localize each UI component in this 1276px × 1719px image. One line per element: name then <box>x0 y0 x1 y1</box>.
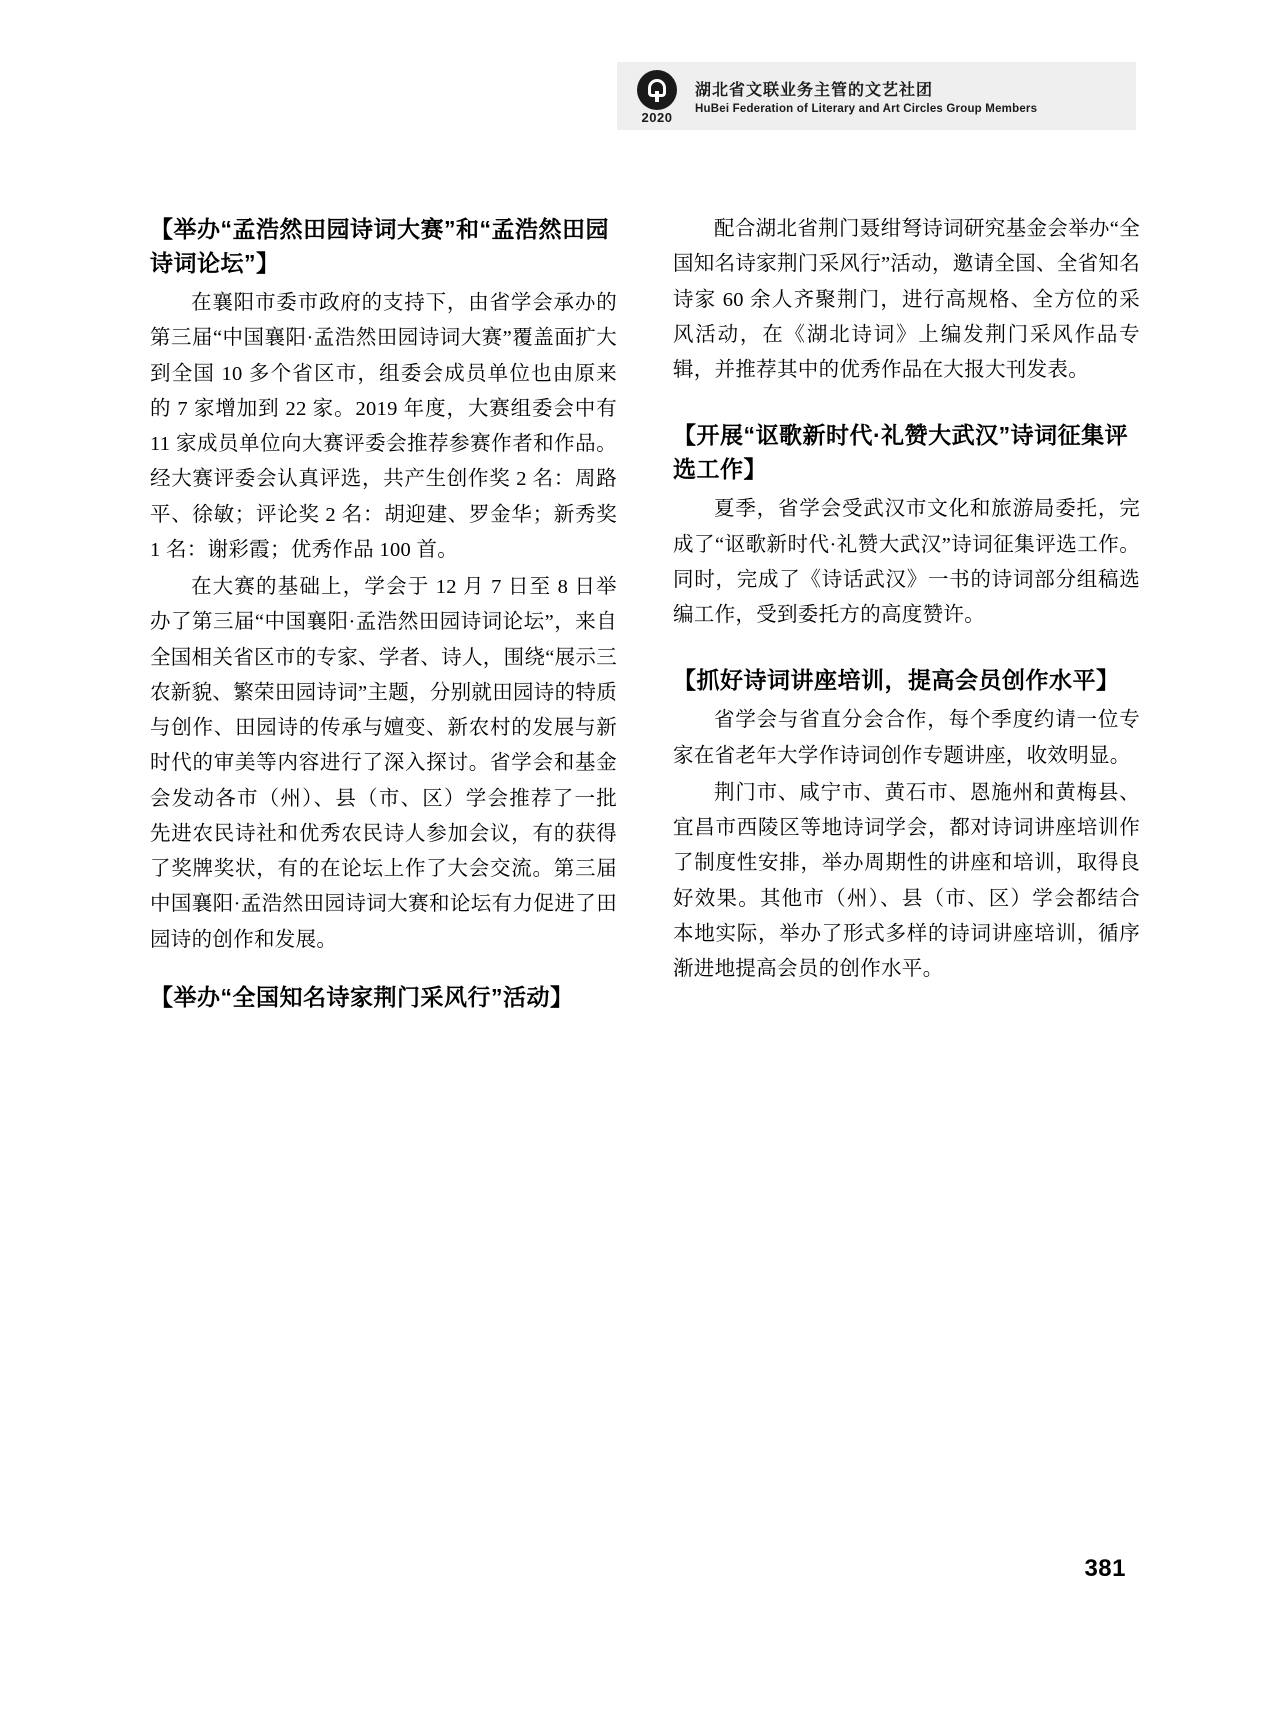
paragraph: 荆门市、咸宁市、黄石市、恩施州和黄梅县、宜昌市西陵区等地诗词学会，都对诗词讲座培训作了制度性安排，举办周期性的讲座和培训，取得良好效果。其他市（州）、县（市、区）学会都结合本地实际，举办了形式多样的诗词讲座培训，循序渐进地提高会员的创作水平。 <box>673 781 1140 981</box>
paragraph: 在大赛的基础上，学会于 12 月 7 日至 8 日举办了第三届“中国襄阳·孟浩然田园诗词论坛”，来自全国相关省区市的专家、学者、诗人，围绕“展示三农新貌、繁荣田园诗词”主题，分别就田园诗的特质与创作、田园诗的传承与嬗变、新农村的发展与新时代的审美等内容进行了深入探讨。省学会和基金会发动各市（州）、县（市、区）学会推荐了一批先进农民诗社和优秀农民诗人参加会议，有的获得了奖牌奖状，有的在论坛上作了大会交流。第三届中国襄阳·孟浩然田园诗词大赛和论坛有力促进了田园诗的创作和发展。 <box>150 576 617 951</box>
logo-mark <box>637 70 677 110</box>
header-title-en: HuBei Federation of Literary and Art Circles Group Members <box>695 103 1038 115</box>
paragraph: 夏季，省学会受武汉市文化和旅游局委托，完成了“讴歌新时代·礼赞大武汉”诗词征集评选工作。同时，完成了《诗话武汉》一书的诗词部分组稿选编工作，受到委托方的高度赞许。 <box>673 498 1140 627</box>
page-number: 381 <box>1084 1555 1126 1582</box>
page-body <box>150 212 1140 1020</box>
left-column <box>150 212 617 1020</box>
broadcast-tower-logo-icon <box>631 70 683 125</box>
page-header-band <box>617 62 1136 130</box>
right-column <box>673 212 1140 1020</box>
paragraph: 在襄阳市委市政府的支持下，由省学会承办的第三届“中国襄阳·孟浩然田园诗词大赛”覆盖面扩大到全国 10 多个省区市，组委会成员单位也由原来的 7 家增加到 22 家。2019 年度，大赛组委会中有 11 家成员单位向大赛评委会推荐参赛作者和作品。经大赛评委会认真评选，共产生创作奖 2 名：周路平、徐敏；评论奖 2 名：胡迎建、罗金华；新秀奖 1 名：谢彩霞；优秀作品 100 首。 <box>150 292 617 561</box>
section-heading-shi-ci-da-sai: 【举办“孟浩然田园诗词大赛”和“孟浩然田园诗词论坛”】 <box>150 216 609 277</box>
section-heading-ou-ge-xin-shi-dai: 【开展“讴歌新时代·礼赞大武汉”诗词征集评选工作】 <box>673 422 1129 483</box>
section-heading-cai-feng-xing: 【举办“全国知名诗家荆门采风行”活动】 <box>150 983 574 1010</box>
header-title-cn: 湖北省文联业务主管的文艺社团 <box>695 82 934 99</box>
paragraph: 配合湖北省荆门聂绀弩诗词研究基金会举办“全国知名诗家荆门采风行”活动，邀请全国、全省知名诗家 60 余人齐聚荆门，进行高规格、全方位的采风活动，在《湖北诗词》上编发荆门采风作品专辑，并推荐其中的优秀作品在大报大刊发表。 <box>673 218 1140 381</box>
section-heading-jiang-zuo-pei-xun: 【抓好诗词讲座培训，提高会员创作水平】 <box>673 667 1120 694</box>
spacer <box>150 958 617 980</box>
header-titles <box>695 77 1037 115</box>
paragraph: 省学会与省直分会合作，每个季度约请一位专家在省老年大学作诗词创作专题讲座，收效明显。 <box>673 709 1140 767</box>
logo-year: 2020 <box>641 110 673 125</box>
